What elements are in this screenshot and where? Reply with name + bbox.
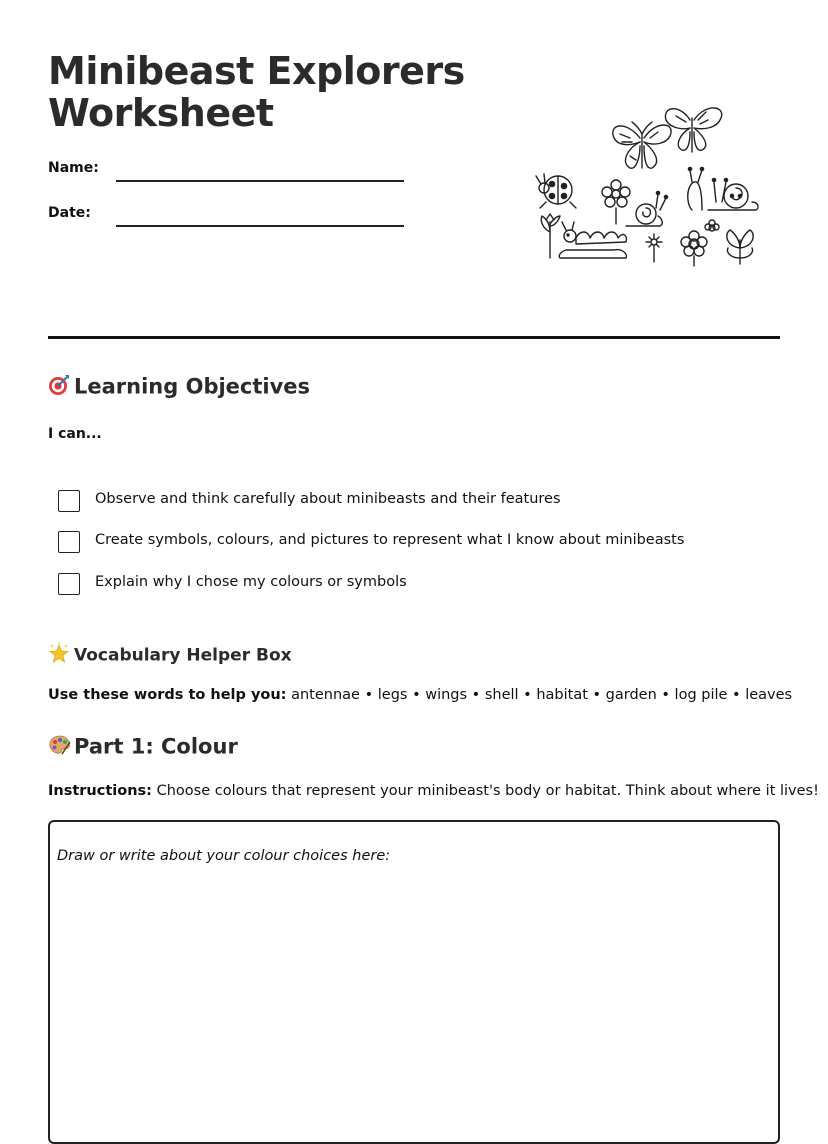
target-icon [48,374,74,401]
objective-checkbox[interactable] [58,531,80,553]
vocabulary-lead: Use these words to help you: [48,687,287,703]
butterfly-icon [665,108,721,152]
star-icon [48,642,74,669]
objectives-heading-text: Learning Objectives [74,374,311,399]
name-field[interactable] [48,160,408,190]
objective-text: Observe and think carefully about minibeasts and their features [95,491,561,507]
vocabulary-line [48,687,792,703]
name-label: Name: [48,160,99,176]
title-line-1: Minibeast Explorers [48,49,465,93]
date-label: Date: [48,205,91,221]
objectives-heading [48,374,310,401]
colour-drawing-box[interactable] [48,820,780,1144]
instructions-text: Choose colours that represent your minibeast's body or habitat. Think about where it lives! [156,783,819,799]
objective-checkbox[interactable] [58,573,80,595]
ladybird-icon [536,174,576,208]
vocabulary-heading-text: Vocabulary Helper Box [74,645,292,666]
date-line[interactable] [116,225,404,227]
objectives-intro: I can... [48,426,102,442]
page-title [48,50,468,134]
flower-icon [646,220,719,266]
plant-icon [727,230,753,264]
vocabulary-words: antennae • legs • wings • shell • habitat • garden • log pile • leaves [291,687,793,703]
flower-icon [602,180,630,224]
part1-instructions [48,783,819,799]
vocabulary-heading [48,642,292,669]
title-line-2: Worksheet [48,91,274,135]
part1-heading [48,734,238,761]
plant-icon [541,214,560,258]
date-field[interactable] [48,205,408,235]
minibeasts-illustration [530,98,770,270]
butterfly-icon [613,122,671,168]
objective-text: Explain why I chose my colours or symbols [95,574,407,590]
palette-icon [48,734,74,761]
objective-text: Create symbols, colours, and pictures to represent what I know about minibeasts [95,532,685,548]
drawing-box-placeholder: Draw or write about your colour choices here: [57,848,391,864]
name-line[interactable] [116,180,404,182]
instructions-label: Instructions: [48,783,152,799]
snail-icon [688,167,758,210]
section-divider [48,336,780,339]
snail-icon [626,191,668,226]
objective-checkbox[interactable] [58,490,80,512]
caterpillar-icon [559,222,626,258]
part1-heading-text: Part 1: Colour [74,734,238,759]
